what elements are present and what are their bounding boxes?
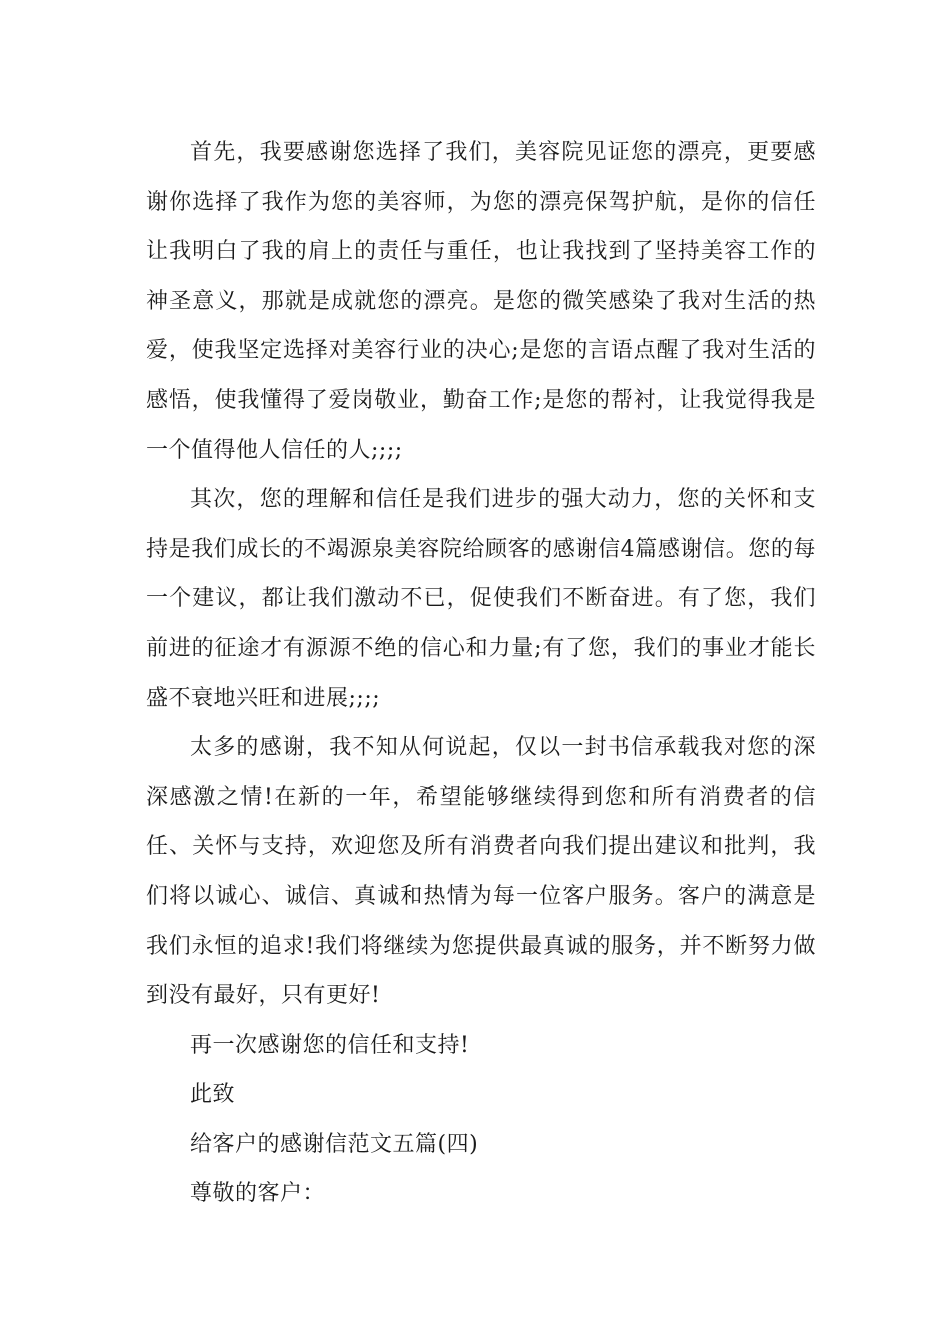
next-letter-title: 给客户的感谢信范文五篇(四) [190, 1131, 479, 1157]
thanks-again-line: 再一次感谢您的信任和支持! [190, 1032, 470, 1058]
paragraph-future: 太多的感谢，我不知从何说起，仅以一封书信承载我对您的深深感激之情!在新的一年，希望能够继续得到您和所有消费者的信任、关怀与支持，欢迎您及所有消费者向我们提出建议和批判，我们将以诚心、诚信、真诚和热情为每一位客户服务。客户的满意是我们永恒的追求!我们将继续为您提供最真诚的服务，并不断努力做到没有最好，只有更好! [146, 735, 816, 1009]
letter-body [146, 128, 816, 1219]
closing-line: 此致 [190, 1082, 236, 1108]
salutation-line: 尊敬的客户： [190, 1181, 326, 1207]
paragraph-gratitude: 首先，我要感谢您选择了我们，美容院见证您的漂亮，更要感谢你选择了我作为您的美容师，为您的漂亮保驾护航，是你的信任让我明白了我的肩上的责任与重任，也让我找到了坚持美容工作的神圣意义，那就是成就您的漂亮。是您的微笑感染了我对生活的热爱，使我坚定选择对美容行业的决心;是您的言语点醒了我对生活的感悟，使我懂得了爱岗敬业，勤奋工作;是您的帮衬，让我觉得我是一个值得他人信任的人;;;; [146, 140, 816, 463]
paragraph-support: 其次，您的理解和信任是我们进步的强大动力，您的关怀和支持是我们成长的不竭源泉美容院给顾客的感谢信4篇感谢信。您的每一个建议，都让我们激动不已，促使我们不断奋进。有了您，我们前进的征途才有源源不绝的信心和力量;有了您，我们的事业才能长盛不衰地兴旺和进展;;;; [146, 487, 816, 711]
